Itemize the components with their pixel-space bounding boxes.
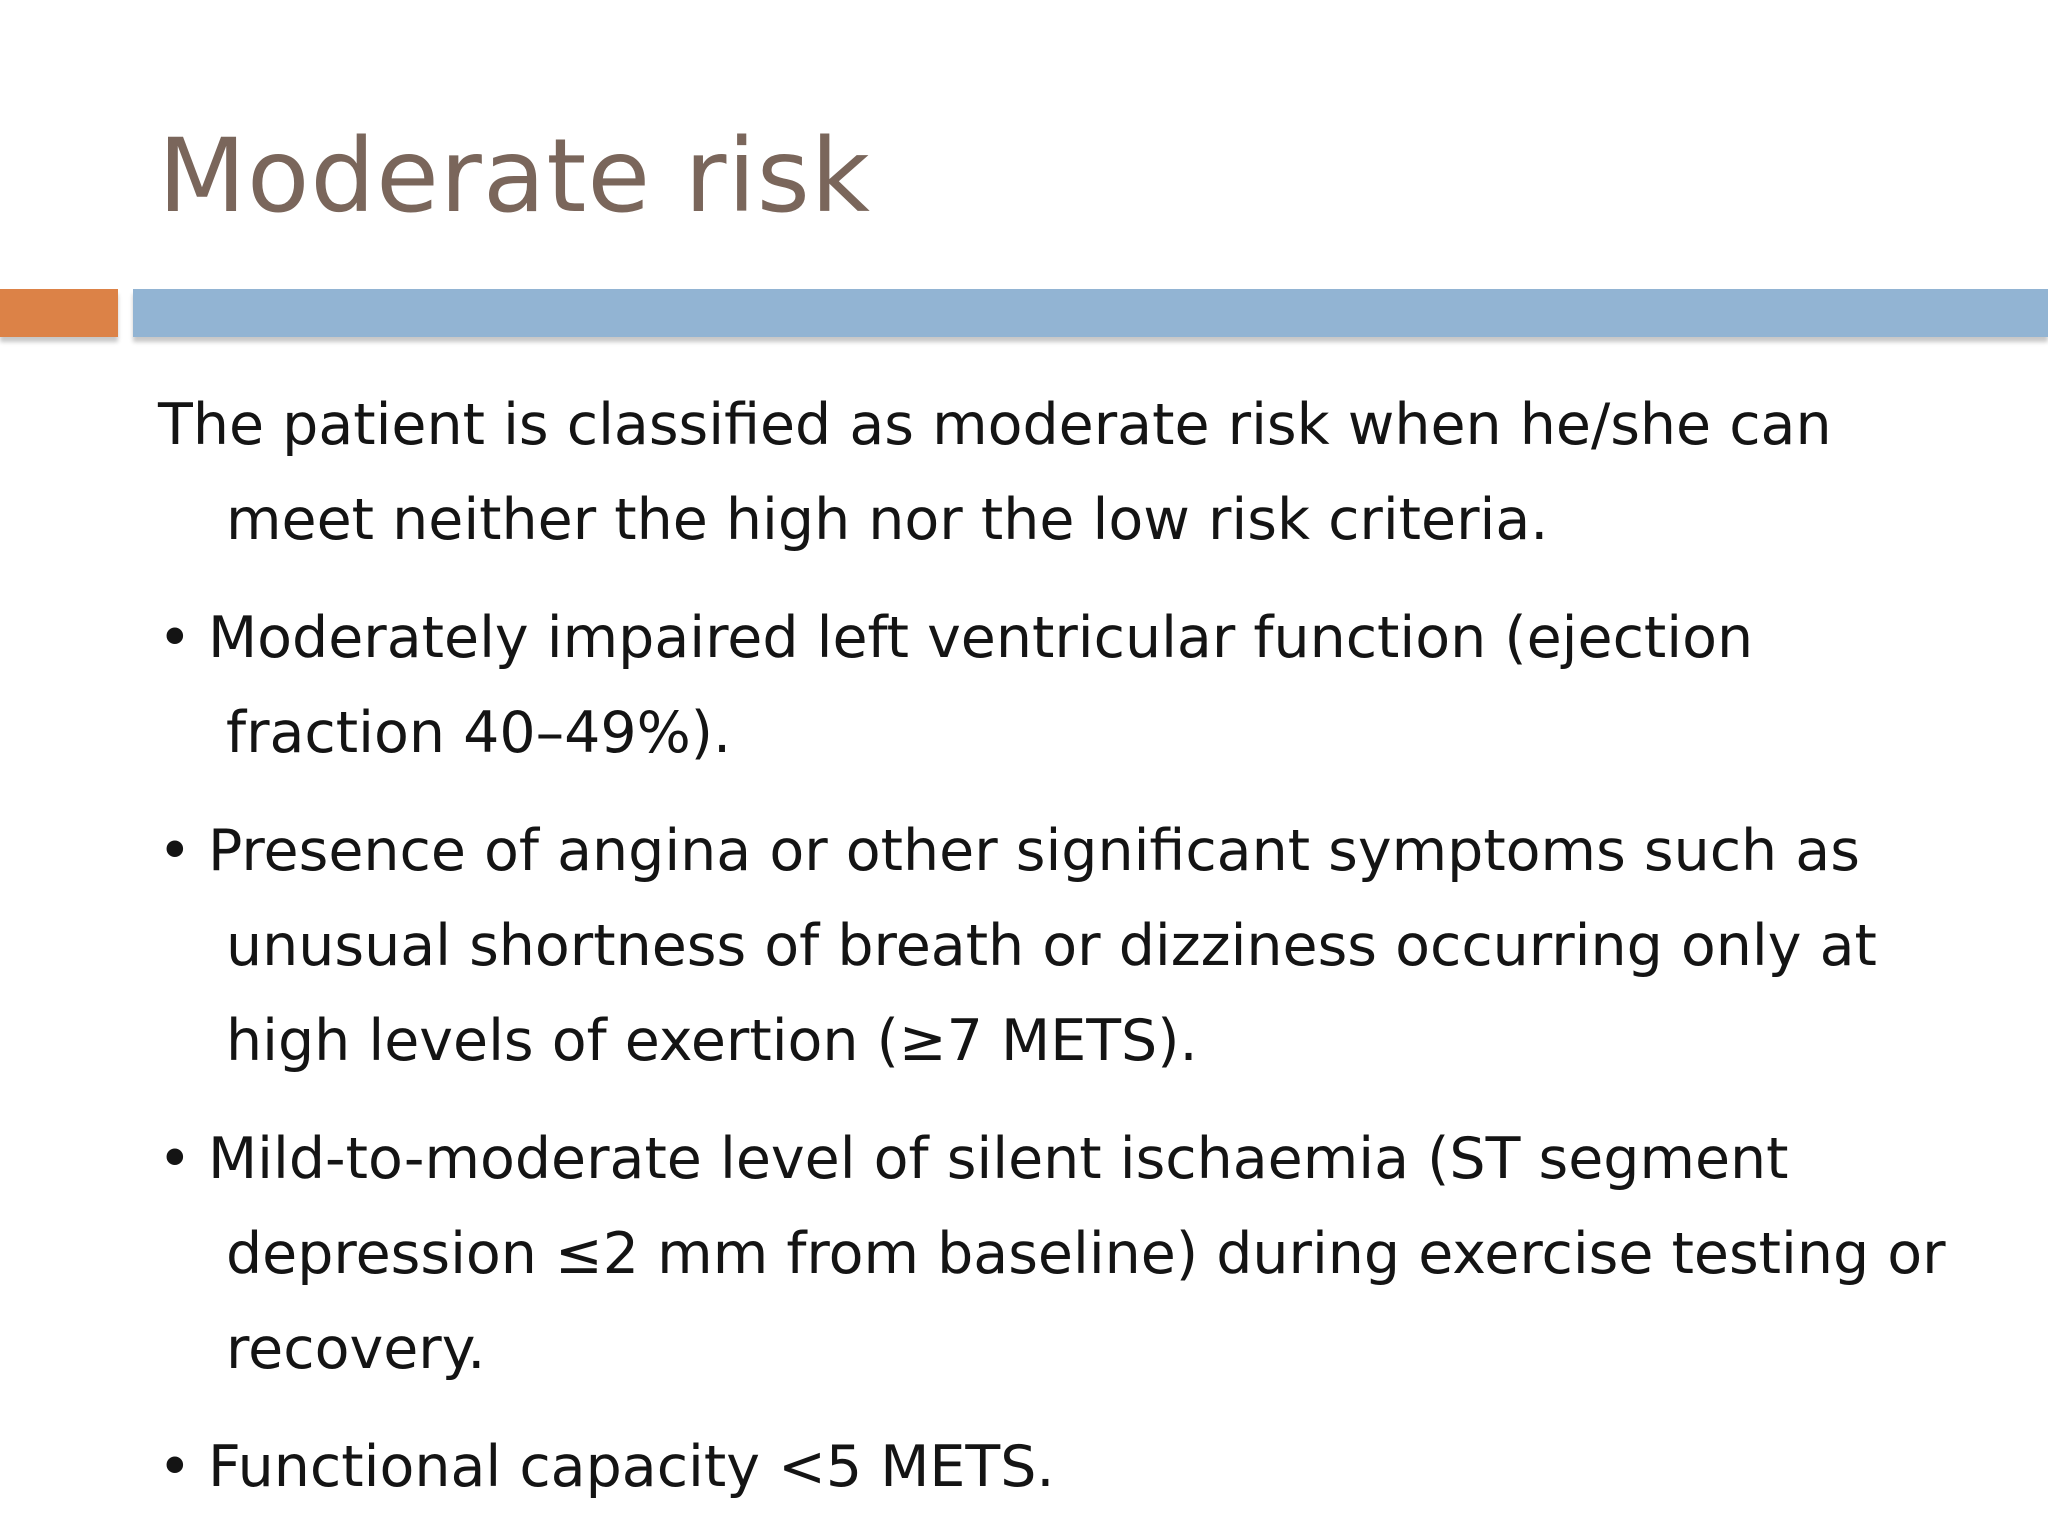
bullet-icon: • bbox=[158, 818, 192, 884]
bullet-item bbox=[158, 1420, 1988, 1515]
slide-title: Moderate risk bbox=[158, 117, 872, 236]
bullet-text: Moderately impaired left ventricular function (ejection fraction 40–49%). bbox=[208, 605, 1754, 766]
bullet-item bbox=[158, 804, 1988, 1089]
bullet-text: Mild-to-moderate level of silent ischaemia (ST segment depression ≤2 mm from baseline) during exercise testing or recovery. bbox=[208, 1126, 1946, 1382]
bullet-item bbox=[158, 591, 1988, 781]
slide-body bbox=[158, 378, 1988, 1538]
bullet-icon: • bbox=[158, 1434, 192, 1500]
bullet-item bbox=[158, 1112, 1988, 1397]
bullet-icon: • bbox=[158, 1126, 192, 1192]
bullet-icon: • bbox=[158, 605, 192, 671]
intro-paragraph bbox=[158, 378, 1988, 568]
title-accent-blue-bar bbox=[133, 289, 2048, 337]
title-accent-orange-bar bbox=[0, 289, 118, 337]
bullet-text: Presence of angina or other significant symptoms such as unusual shortness of breath or dizziness occurring only at high levels of exertion (≥7 METS). bbox=[208, 818, 1877, 1074]
intro-text: The patient is classified as moderate risk when he/she can meet neither the high nor the low risk criteria. bbox=[158, 392, 1832, 553]
bullet-text: Functional capacity <5 METS. bbox=[208, 1434, 1055, 1500]
